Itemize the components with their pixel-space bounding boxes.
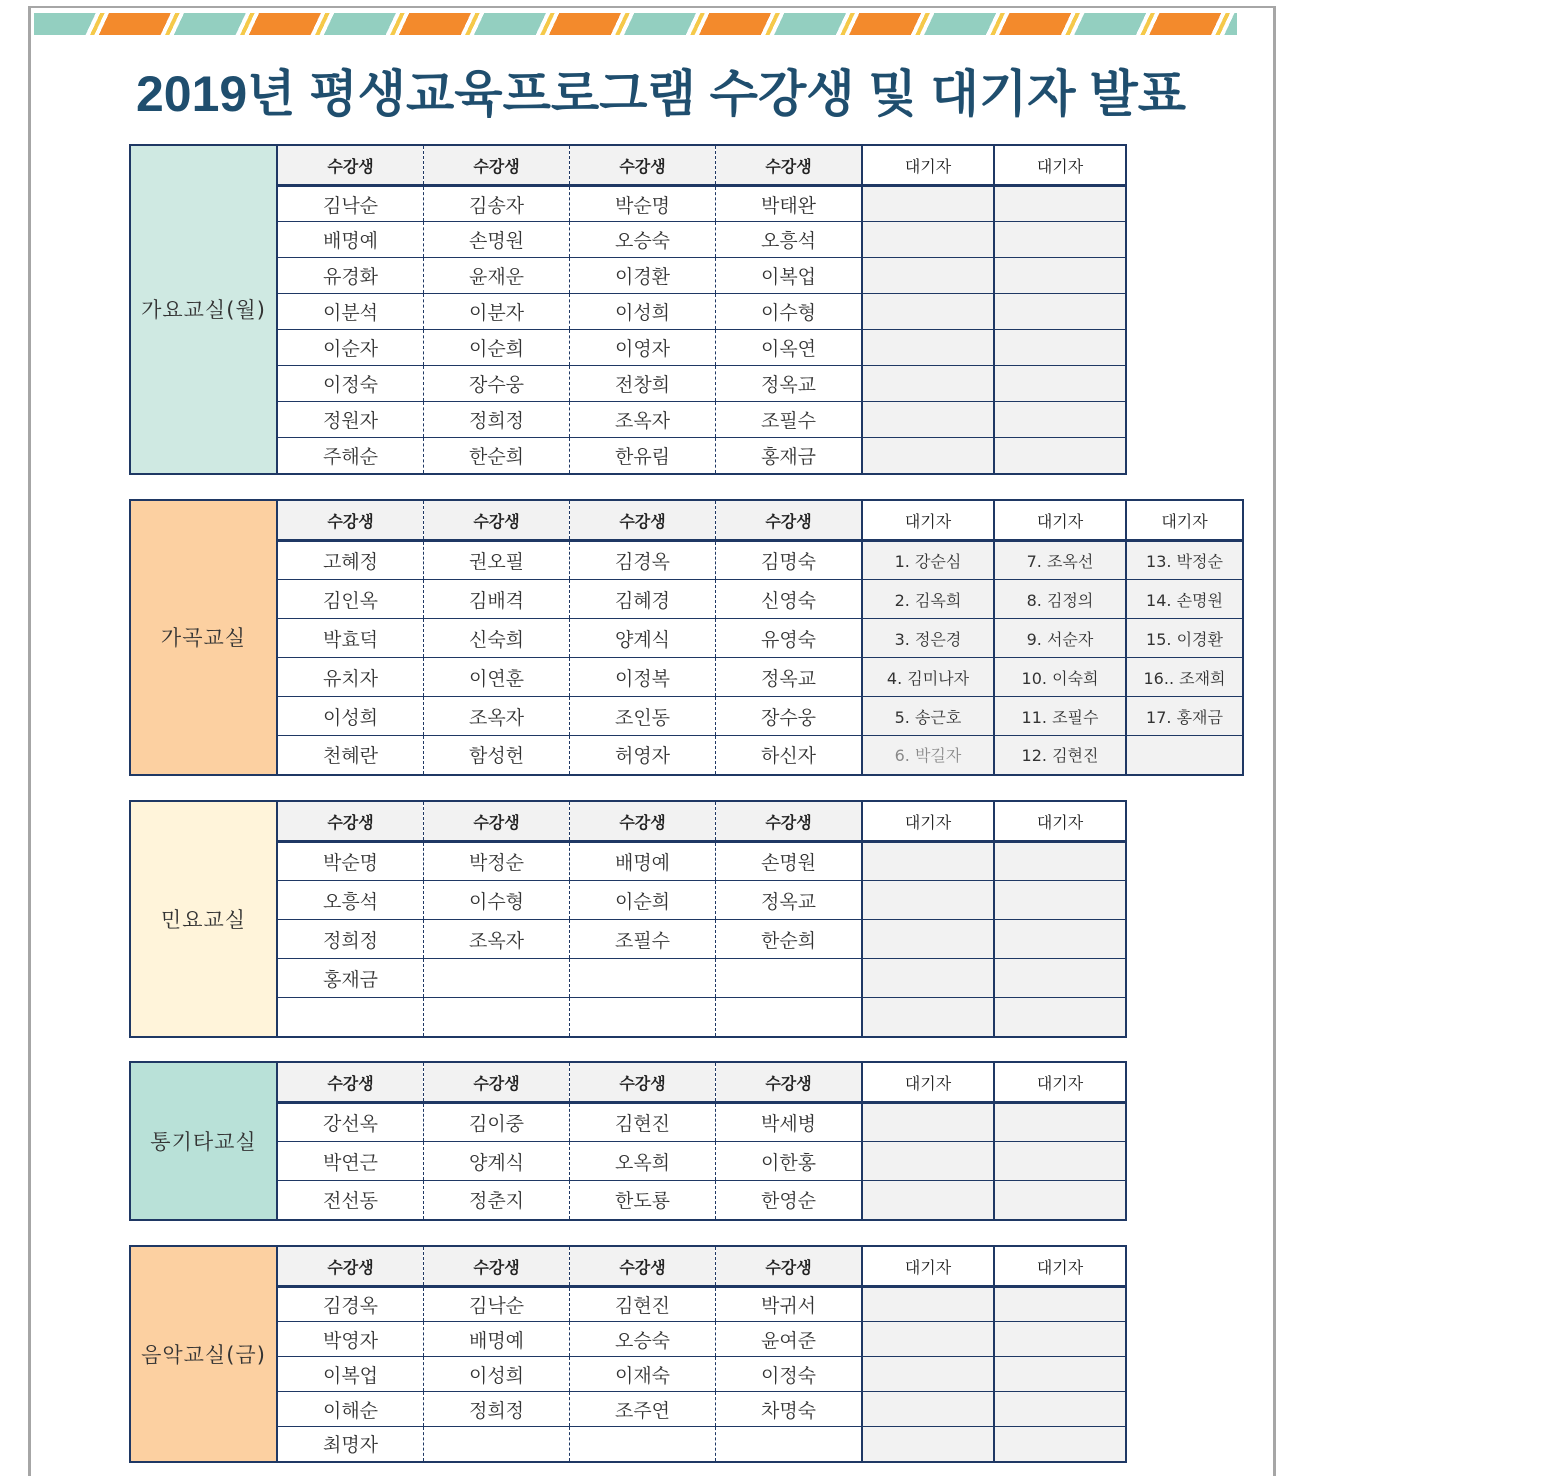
student-cell: 이성희 [570,294,716,330]
table-row [130,619,1243,658]
table-row [130,959,1126,998]
student-cell: 이해순 [277,1392,424,1427]
waiting-cell [994,366,1126,402]
waiting-cell [862,998,994,1037]
class-table [129,800,1127,1038]
student-cell: 정옥교 [716,366,863,402]
student-cell: 오승숙 [570,222,716,258]
student-cell: 조옥자 [424,920,570,959]
student-cell: 함성헌 [424,736,570,775]
student-cell: 이한홍 [716,1142,863,1181]
student-cell: 박귀서 [716,1287,863,1322]
waiting-cell: 12. 김현진 [994,736,1126,775]
student-cell: 전선동 [277,1181,424,1220]
student-cell: 최명자 [277,1427,424,1462]
table-row [130,1103,1126,1142]
student-cell: 조옥자 [424,697,570,736]
table-row [130,658,1243,697]
student-column-header: 수강생 [716,1062,863,1103]
student-cell: 이옥연 [716,330,863,366]
student-cell: 배명예 [570,842,716,881]
student-cell: 오옥희 [570,1142,716,1181]
class-table [129,144,1127,475]
waiting-cell [862,1181,994,1220]
waiting-cell [994,1287,1126,1322]
table-header-row [130,801,1126,842]
waiting-cell [994,294,1126,330]
student-column-header: 수강생 [570,801,716,842]
student-cell [716,1427,863,1462]
student-cell: 박태완 [716,186,863,222]
waiting-cell [862,1322,994,1357]
student-cell: 유영숙 [716,619,863,658]
table-row [130,697,1243,736]
waiting-cell: 6. 박길자 [862,736,994,775]
student-cell [570,1427,716,1462]
student-cell: 김낙순 [424,1287,570,1322]
table-row [130,186,1126,222]
table-row [130,1322,1126,1357]
student-column-header: 수강생 [570,145,716,186]
student-cell: 오흥석 [277,881,424,920]
student-column-header: 수강생 [570,1246,716,1287]
waiting-cell: 3. 정은경 [862,619,994,658]
student-cell: 손명원 [716,842,863,881]
student-cell: 김송자 [424,186,570,222]
waiting-cell [994,1392,1126,1427]
student-cell: 김혜경 [570,580,716,619]
student-cell: 김현진 [570,1103,716,1142]
student-cell: 강선옥 [277,1103,424,1142]
student-cell: 김현진 [570,1287,716,1322]
student-cell: 정춘지 [424,1181,570,1220]
student-cell: 김낙순 [277,186,424,222]
student-cell: 조필수 [570,920,716,959]
student-cell: 이재숙 [570,1357,716,1392]
student-column-header: 수강생 [277,801,424,842]
table-row [130,1181,1126,1220]
student-cell: 배명예 [277,222,424,258]
student-cell: 조인동 [570,697,716,736]
student-column-header: 수강생 [277,1246,424,1287]
student-cell [277,998,424,1037]
waiting-cell [994,330,1126,366]
student-cell: 장수웅 [424,366,570,402]
waiting-column-header: 대기자 [862,1062,994,1103]
student-cell: 김배격 [424,580,570,619]
waiting-cell [994,881,1126,920]
class-name: 가곡교실 [130,500,277,775]
table-row [130,736,1243,775]
student-cell: 이정숙 [277,366,424,402]
student-column-header: 수강생 [277,500,424,541]
table-row [130,1357,1126,1392]
student-cell: 박순명 [277,842,424,881]
student-cell: 김경옥 [570,541,716,580]
student-cell: 이복업 [277,1357,424,1392]
student-cell [716,959,863,998]
waiting-column-header: 대기자 [862,145,994,186]
student-column-header: 수강생 [424,500,570,541]
table-row [130,842,1126,881]
student-cell: 박효덕 [277,619,424,658]
student-cell: 김경옥 [277,1287,424,1322]
student-cell: 정옥교 [716,658,863,697]
waiting-cell [994,222,1126,258]
waiting-cell [994,402,1126,438]
waiting-cell [994,1142,1126,1181]
student-cell [424,998,570,1037]
table-row [130,438,1126,474]
waiting-cell [994,1357,1126,1392]
student-cell: 이성희 [277,697,424,736]
waiting-column-header: 대기자 [994,1062,1126,1103]
waiting-cell: 9. 서순자 [994,619,1126,658]
waiting-cell [862,1287,994,1322]
class-name: 가요교실(월) [130,145,277,474]
student-cell: 양계식 [424,1142,570,1181]
student-cell: 이성희 [424,1357,570,1392]
student-cell: 조필수 [716,402,863,438]
student-cell [570,959,716,998]
student-cell: 양계식 [570,619,716,658]
waiting-cell [1126,736,1243,775]
table-row [130,366,1126,402]
table-row [130,881,1126,920]
student-cell: 한도룡 [570,1181,716,1220]
student-cell [570,998,716,1037]
table-row [130,258,1126,294]
student-cell: 김이중 [424,1103,570,1142]
student-cell: 오승숙 [570,1322,716,1357]
waiting-column-header: 대기자 [994,500,1126,541]
student-cell: 이수형 [424,881,570,920]
waiting-cell: 14. 손명원 [1126,580,1243,619]
student-cell: 김명숙 [716,541,863,580]
student-cell: 한순희 [716,920,863,959]
class-table [129,499,1244,776]
waiting-column-header: 대기자 [862,801,994,842]
table-header-row [130,1062,1126,1103]
student-cell: 이정복 [570,658,716,697]
student-cell: 이순희 [570,881,716,920]
page-title: 2019년 평생교육프로그램 수강생 및 대기자 발표 [135,66,1187,122]
student-column-header: 수강생 [716,500,863,541]
waiting-cell [994,1322,1126,1357]
waiting-cell: 16.. 조재희 [1126,658,1243,697]
table-row [130,402,1126,438]
waiting-cell [862,842,994,881]
table-row [130,1142,1126,1181]
student-cell: 허영자 [570,736,716,775]
student-cell: 정희정 [277,920,424,959]
student-cell: 한영순 [716,1181,863,1220]
student-column-header: 수강생 [277,145,424,186]
student-cell: 이연훈 [424,658,570,697]
student-cell: 박순명 [570,186,716,222]
student-cell: 배명예 [424,1322,570,1357]
student-cell: 이분자 [424,294,570,330]
student-column-header: 수강생 [424,1062,570,1103]
class-table [129,1245,1127,1463]
waiting-column-header: 대기자 [994,801,1126,842]
student-cell: 유치자 [277,658,424,697]
waiting-cell [862,1392,994,1427]
student-cell: 신영숙 [716,580,863,619]
student-column-header: 수강생 [424,1246,570,1287]
waiting-cell [994,186,1126,222]
waiting-cell [994,1103,1126,1142]
waiting-cell [994,438,1126,474]
table-row [130,330,1126,366]
waiting-cell [862,366,994,402]
student-cell: 한순희 [424,438,570,474]
student-cell: 이영자 [570,330,716,366]
student-column-header: 수강생 [716,145,863,186]
student-cell: 윤재운 [424,258,570,294]
student-cell: 이순자 [277,330,424,366]
student-cell: 조주연 [570,1392,716,1427]
table-row [130,1287,1126,1322]
waiting-cell [862,258,994,294]
table-header-row [130,145,1126,186]
waiting-cell: 17. 홍재금 [1126,697,1243,736]
waiting-cell [994,998,1126,1037]
student-column-header: 수강생 [716,1246,863,1287]
student-column-header: 수강생 [424,145,570,186]
table-row [130,294,1126,330]
waiting-cell [994,258,1126,294]
table-row [130,998,1126,1037]
table-row [130,1392,1126,1427]
waiting-cell: 11. 조필수 [994,697,1126,736]
waiting-cell: 10. 이숙희 [994,658,1126,697]
student-cell: 유경화 [277,258,424,294]
waiting-cell: 7. 조옥선 [994,541,1126,580]
waiting-cell [994,959,1126,998]
waiting-cell: 1. 강순심 [862,541,994,580]
student-cell: 박연근 [277,1142,424,1181]
waiting-cell [862,1142,994,1181]
student-column-header: 수강생 [424,801,570,842]
student-cell: 전창희 [570,366,716,402]
waiting-cell: 15. 이경환 [1126,619,1243,658]
student-cell: 이경환 [570,258,716,294]
student-column-header: 수강생 [716,801,863,842]
student-cell [716,998,863,1037]
student-cell: 정희정 [424,402,570,438]
student-cell: 천혜란 [277,736,424,775]
student-column-header: 수강생 [570,1062,716,1103]
student-cell: 하신자 [716,736,863,775]
student-cell: 권오필 [424,541,570,580]
waiting-cell [862,1103,994,1142]
waiting-cell [862,959,994,998]
waiting-column-header: 대기자 [994,1246,1126,1287]
student-cell: 차명숙 [716,1392,863,1427]
table-row [130,1427,1126,1462]
student-cell: 신숙희 [424,619,570,658]
waiting-column-header: 대기자 [1126,500,1243,541]
student-cell: 이복업 [716,258,863,294]
table-row [130,541,1243,580]
student-cell: 이정숙 [716,1357,863,1392]
student-cell: 홍재금 [716,438,863,474]
student-column-header: 수강생 [277,1062,424,1103]
waiting-cell [994,920,1126,959]
decorative-stripe [34,13,1237,35]
student-cell: 정희정 [424,1392,570,1427]
waiting-cell: 4. 김미나자 [862,658,994,697]
waiting-cell [862,881,994,920]
student-cell: 홍재금 [277,959,424,998]
student-cell: 손명원 [424,222,570,258]
waiting-cell [862,330,994,366]
student-cell: 이순희 [424,330,570,366]
waiting-cell [862,920,994,959]
student-cell [424,959,570,998]
student-cell: 오흥석 [716,222,863,258]
class-name: 민요교실 [130,801,277,1037]
student-cell: 조옥자 [570,402,716,438]
student-cell: 정원자 [277,402,424,438]
waiting-cell: 2. 김옥희 [862,580,994,619]
waiting-column-header: 대기자 [862,500,994,541]
student-cell: 박세병 [716,1103,863,1142]
student-cell: 이수형 [716,294,863,330]
waiting-column-header: 대기자 [994,145,1126,186]
waiting-cell [862,438,994,474]
waiting-cell: 5. 송근호 [862,697,994,736]
waiting-cell [862,1357,994,1392]
waiting-cell [862,222,994,258]
waiting-cell [994,842,1126,881]
student-cell: 박영자 [277,1322,424,1357]
student-cell: 장수웅 [716,697,863,736]
table-row [130,920,1126,959]
waiting-cell [994,1181,1126,1220]
waiting-cell [862,186,994,222]
class-table [129,1061,1127,1221]
waiting-cell [862,1427,994,1462]
student-cell [424,1427,570,1462]
waiting-cell: 13. 박정순 [1126,541,1243,580]
student-cell: 윤여준 [716,1322,863,1357]
waiting-cell: 8. 김정의 [994,580,1126,619]
waiting-column-header: 대기자 [862,1246,994,1287]
student-column-header: 수강생 [570,500,716,541]
student-cell: 박정순 [424,842,570,881]
table-row [130,222,1126,258]
table-header-row [130,500,1243,541]
waiting-cell [862,294,994,330]
waiting-cell [862,402,994,438]
student-cell: 주해순 [277,438,424,474]
class-name: 음악교실(금) [130,1246,277,1462]
table-row [130,580,1243,619]
waiting-cell [994,1427,1126,1462]
student-cell: 정옥교 [716,881,863,920]
student-cell: 이분석 [277,294,424,330]
table-header-row [130,1246,1126,1287]
student-cell: 김인옥 [277,580,424,619]
student-cell: 한유림 [570,438,716,474]
class-name: 통기타교실 [130,1062,277,1220]
student-cell: 고혜정 [277,541,424,580]
